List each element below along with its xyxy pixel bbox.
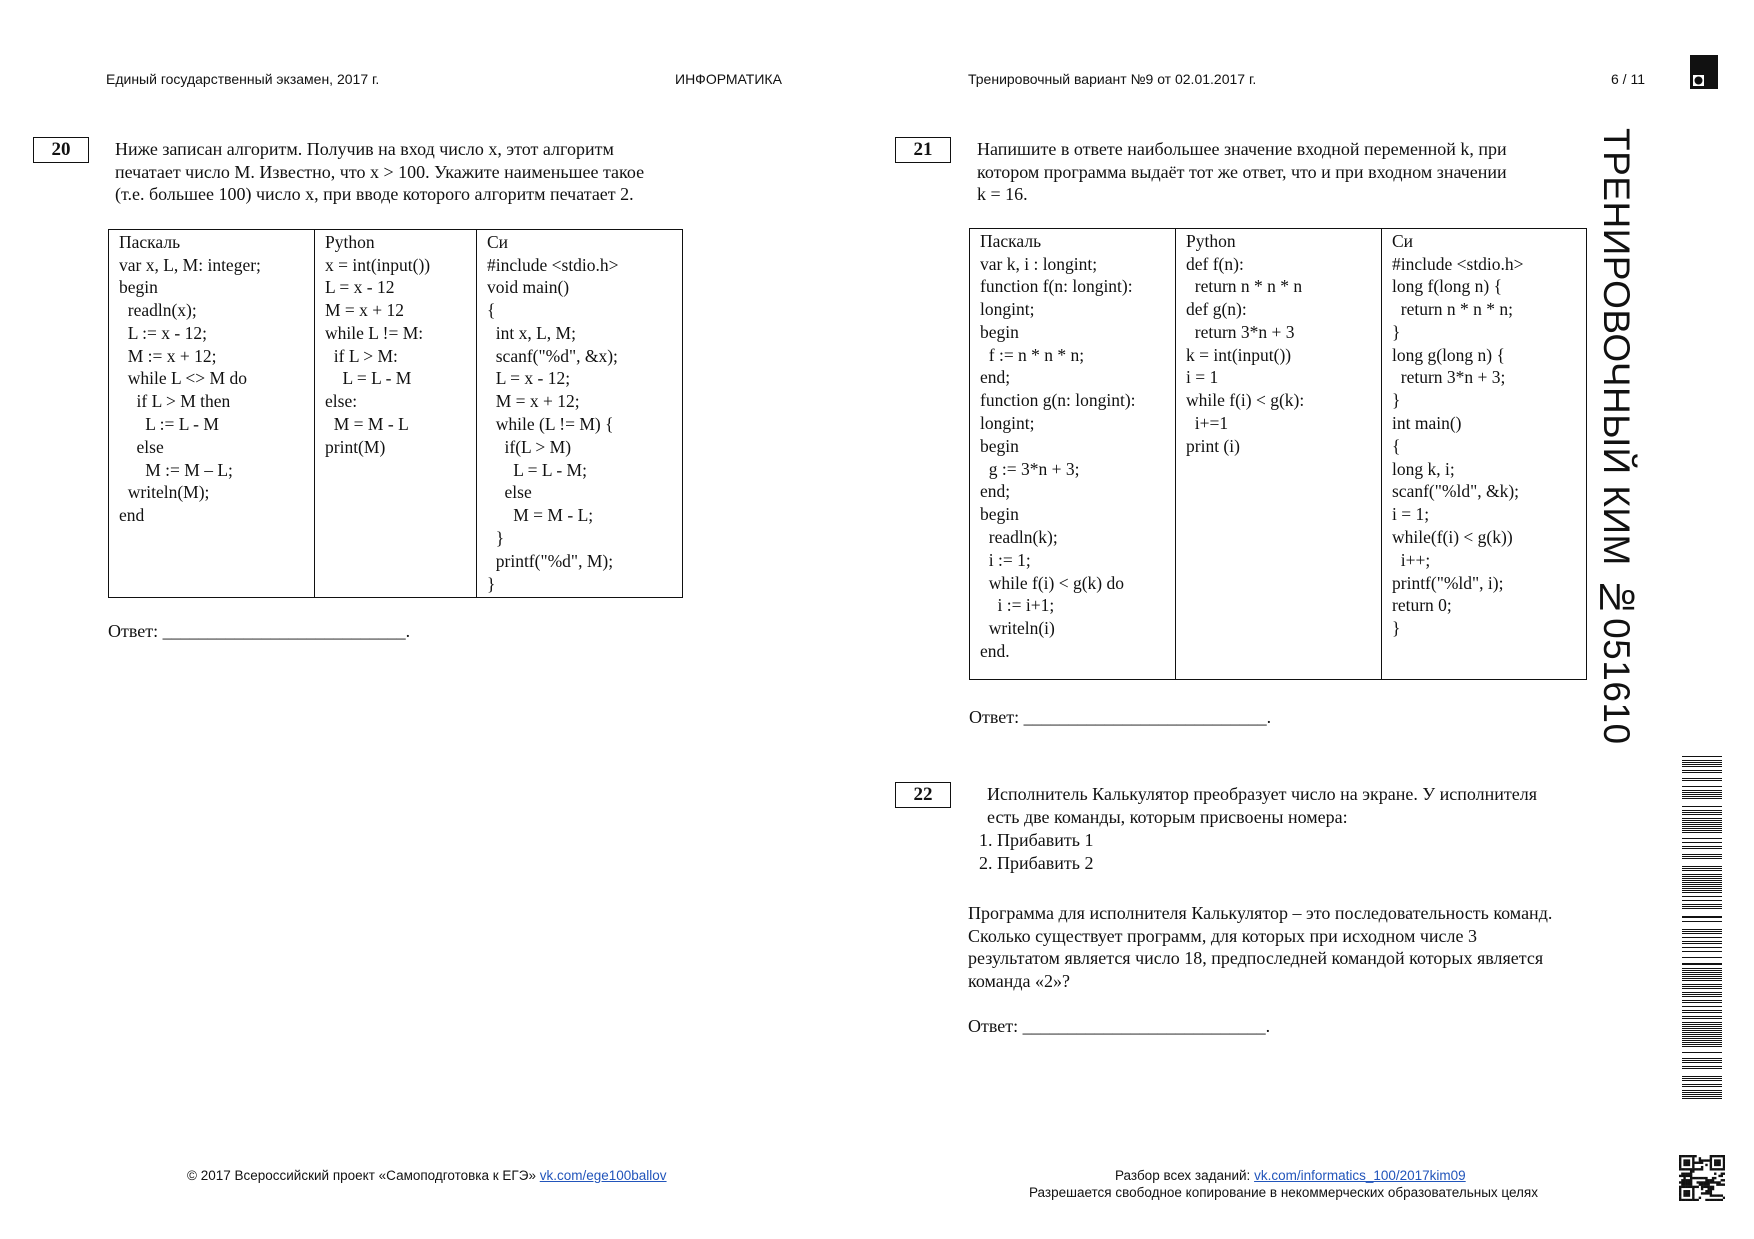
code-line: i = 1 <box>1186 367 1219 388</box>
code-line: L := L - M <box>119 414 219 435</box>
code-column-header: Си <box>487 232 509 252</box>
code-line: var x, L, M: integer; <box>119 254 261 275</box>
task-21-number: 21 <box>895 137 951 163</box>
code-line: print(M) <box>325 436 386 457</box>
footer-link-analysis[interactable]: vk.com/informatics_100/2017kim09 <box>1254 1168 1466 1183</box>
code-line: printf("%ld", i); <box>1392 572 1504 593</box>
code-line: } <box>1392 321 1401 342</box>
code-line: L = L - M; <box>487 459 587 480</box>
code-line: while L != M: <box>325 322 424 343</box>
code-line: else <box>119 436 164 457</box>
task-22-line: результатом является число 18, предпоследней командой которых является <box>968 948 1544 968</box>
footer-copy-note: Разрешается свободное копирование в некоммерческих образовательных целях <box>1029 1185 1538 1200</box>
code-line: L = x - 12; <box>487 368 571 389</box>
code-column-pascal <box>109 230 315 598</box>
code-line: M = x + 12 <box>325 300 405 321</box>
task-20-code-table <box>108 229 683 598</box>
page-number: 6 / 11 <box>1611 71 1645 87</box>
code-line: while (L != M) { <box>487 414 614 435</box>
code-line: } <box>487 573 496 594</box>
code-column-header: Python <box>325 232 375 252</box>
code-line: int x, L, M; <box>487 322 576 343</box>
command-item: 1. Прибавить 1 <box>979 830 1094 850</box>
task-21-line: Напишите в ответе наибольшее значение входной переменной k, при <box>977 139 1507 159</box>
code-line: return 3*n + 3; <box>1392 367 1506 388</box>
code-line: else <box>487 482 532 503</box>
code-line: M := M – L; <box>119 459 233 480</box>
task-22-line: Исполнитель Калькулятор преобразует число на экране. У исполнителя <box>987 784 1537 804</box>
barcode-icon <box>1682 752 1722 1100</box>
code-line: i = 1; <box>1392 504 1430 525</box>
code-line: return n * n * n; <box>1392 299 1514 320</box>
code-line: printf("%d", M); <box>487 550 614 571</box>
code-line: M = M - L <box>325 414 409 435</box>
task-22-line: Сколько существует программ, для которых при исходном числе 3 <box>968 925 1477 946</box>
code-line: g := 3*n + 3; <box>980 458 1080 479</box>
registration-mark-icon <box>1690 55 1718 89</box>
code-line: #include <stdio.h> <box>487 254 619 275</box>
code-line: } <box>1392 390 1401 411</box>
code-line: begin <box>980 504 1019 525</box>
header-subject: ИНФОРМАТИКА <box>675 71 782 87</box>
code-line: if L > M then <box>119 391 231 412</box>
task-20-answer-field[interactable]: Ответ: ___________________________. <box>108 621 411 641</box>
code-line: x = int(input()) <box>325 254 431 275</box>
code-line: L = x - 12 <box>325 277 395 298</box>
command-item: 2. Прибавить 2 <box>979 852 1094 873</box>
code-line: readln(x); <box>119 300 197 321</box>
code-line: longint; <box>980 299 1035 320</box>
code-line: while(f(i) < g(k)) <box>1392 527 1513 548</box>
task-22-line: Программа для исполнителя Калькулятор – это последовательность команд. <box>968 903 1553 923</box>
task-21-text <box>977 138 1580 206</box>
code-line: #include <stdio.h> <box>1392 253 1524 274</box>
code-line: end; <box>980 481 1011 502</box>
task-22-body <box>968 902 1638 992</box>
code-line: { <box>487 300 496 321</box>
task-20-number: 20 <box>33 137 89 163</box>
code-line: function g(n: longint): <box>980 390 1136 411</box>
code-line: long g(long n) { <box>1392 344 1505 365</box>
code-column-c <box>1382 229 1587 680</box>
code-column-header: Python <box>1186 231 1236 251</box>
qr-code-icon <box>1679 1155 1725 1201</box>
header-variant: Тренировочный вариант №9 от 02.01.2017 г. <box>968 71 1257 87</box>
code-line: } <box>487 528 505 549</box>
code-line: writeln(M); <box>119 482 210 503</box>
code-line: return n * n * n <box>1186 276 1303 297</box>
task-22-line: команда «2»? <box>968 970 1071 991</box>
task-21-line: k = 16. <box>977 184 1028 204</box>
code-line: def f(n): <box>1186 253 1244 274</box>
code-line: return 0; <box>1392 595 1452 616</box>
code-line: while f(i) < g(k) do <box>980 572 1124 593</box>
task-21-answer-field[interactable]: Ответ: ___________________________. <box>969 707 1272 727</box>
code-line: f := n * n * n; <box>980 344 1085 365</box>
code-column-header: Паскаль <box>980 231 1042 251</box>
code-line: { <box>1392 435 1401 456</box>
code-line: i++; <box>1392 549 1431 570</box>
code-line: begin <box>980 321 1019 342</box>
code-line: while f(i) < g(k): <box>1186 390 1305 411</box>
code-line: writeln(i) <box>980 618 1055 639</box>
footer-analysis-label: Разбор всех заданий: <box>1115 1168 1251 1183</box>
task-20-line: Ниже записан алгоритм. Получив на вход число x, этот алгоритм <box>115 139 614 159</box>
task-20-line: печатает число M. Известно, что x > 100. Укажите наименьшее такое <box>115 161 645 182</box>
code-line: end. <box>980 641 1010 662</box>
code-line: def g(n): <box>1186 299 1247 320</box>
code-line: i+=1 <box>1186 413 1229 434</box>
task-22-answer-field[interactable]: Ответ: ___________________________. <box>968 1016 1271 1036</box>
task-21-line: котором программа выдаёт тот же ответ, что и при входном значении <box>977 161 1507 182</box>
code-line: return 3*n + 3 <box>1186 321 1295 342</box>
code-line: readln(k); <box>980 527 1058 548</box>
code-line: long k, i; <box>1392 458 1455 479</box>
code-line: var k, i : longint; <box>980 253 1098 274</box>
footer-left <box>187 1168 667 1183</box>
code-line: M = x + 12; <box>487 391 580 412</box>
header-exam: Единый государственный экзамен, 2017 г. <box>106 71 380 87</box>
code-column-python <box>1176 229 1382 680</box>
code-line: print (i) <box>1186 435 1240 456</box>
code-line: M = M - L; <box>487 505 594 526</box>
code-line: void main() <box>487 277 570 298</box>
code-line: scanf("%ld", &k); <box>1392 481 1520 502</box>
code-column-header: Си <box>1392 231 1414 251</box>
task-22-commands <box>979 829 1279 874</box>
code-line: M := x + 12; <box>119 345 217 366</box>
code-line: while L <> M do <box>119 368 247 389</box>
code-line: L := x - 12; <box>119 322 207 343</box>
code-line: long f(long n) { <box>1392 276 1502 297</box>
task-20-text <box>115 138 719 206</box>
code-line: begin <box>119 277 158 298</box>
code-line: end; <box>980 367 1011 388</box>
code-line: } <box>1392 618 1401 639</box>
code-column-python <box>315 230 477 598</box>
task-21-code-table <box>969 228 1587 680</box>
code-line: int main() <box>1392 413 1462 434</box>
code-column-header: Паскаль <box>119 232 181 252</box>
code-line: begin <box>980 435 1019 456</box>
code-column-pascal <box>970 229 1176 680</box>
task-22-number: 22 <box>895 782 951 808</box>
code-line: function f(n: longint): <box>980 276 1133 297</box>
code-line: k = int(input()) <box>1186 344 1292 365</box>
code-line: if(L > M) <box>487 436 572 457</box>
code-line: i := 1; <box>980 549 1031 570</box>
footer-right <box>1115 1168 1466 1183</box>
task-22-intro <box>987 783 1631 828</box>
task-20-line: (т.е. большее 100) число x, при вводе которого алгоритм печатает 2. <box>115 184 634 204</box>
task-22-line: есть две команды, которым присвоены номера: <box>987 806 1348 827</box>
footer-link-ege100ballov[interactable]: vk.com/ege100ballov <box>539 1168 667 1183</box>
code-line: scanf("%d", &x); <box>487 345 618 366</box>
code-line: i := i+1; <box>980 595 1055 616</box>
side-title: ТРЕНИРОВОЧНЫЙ КИМ №051610 <box>1596 128 1637 745</box>
code-column-c <box>477 230 683 598</box>
code-line: else: <box>325 391 358 412</box>
code-line: longint; <box>980 413 1035 434</box>
code-line: end <box>119 505 145 526</box>
footer-copyright: © 2017 Всероссийский проект «Самоподготовка к ЕГЭ» <box>187 1168 536 1183</box>
code-line: L = L - M <box>325 368 412 389</box>
code-line: if L > M: <box>325 345 398 366</box>
